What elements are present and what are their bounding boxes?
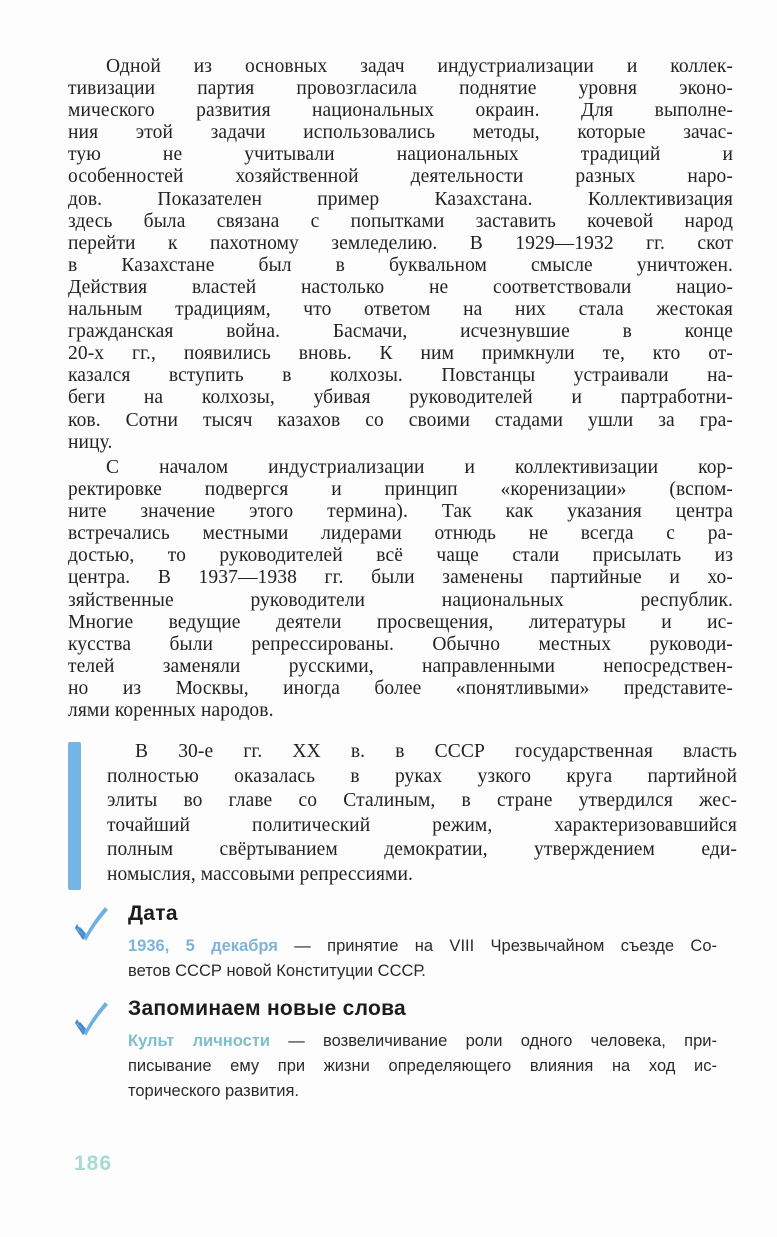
text-line: 20-х гг., появились вновь. К ним примкнули те, кто от- (68, 343, 733, 365)
text-line: особенностей хозяйственной деятельности разных наро- (68, 166, 733, 188)
text-line: ков. Сотни тысяч казахов со своими стадами ушли за гра- (68, 409, 733, 431)
text-line: ния этой задачи использовались методы, которые зачас- (68, 122, 733, 144)
text-line: полностью оказалась в руках узкого круга партийной (107, 765, 737, 787)
text-line: казался вступить в колхозы. Повстанцы устраивали на- (68, 365, 733, 387)
word-definition-line3: торического развития. (128, 1082, 299, 1100)
text-line: телей заменяли русскими, направленными непосредствен- (68, 655, 733, 677)
text-line: кусства были репрессированы. Обычно местных руководи- (68, 633, 733, 655)
text-line: ните значение этого термина). Так как указания центра (68, 501, 733, 523)
text-line: лями коренных народов. (68, 700, 274, 722)
text-line: тивизации партия провозгласила поднятие уровня эконо- (68, 78, 733, 100)
checkmark-icon (72, 998, 110, 1040)
word-definition-rest: — возвеличивание роли одного человека, при- (270, 1032, 717, 1050)
new-words-section (72, 996, 720, 1104)
text-line: достью, то руководителей всё чаще стали присылать из (68, 545, 733, 567)
text-line: зяйственные руководители национальных республик. (68, 589, 733, 611)
text-line: дов. Показателен пример Казахстана. Коллективизация (68, 188, 733, 210)
paragraph-korenizatsiya (68, 457, 733, 722)
text-line: точайший политический режим, характеризовавшийся (107, 814, 737, 836)
new-words-heading: Запоминаем новые слова (128, 997, 407, 1020)
text-line: встречались местными лидерами отнюдь не всегда с ра- (68, 523, 733, 545)
text-line: Многие ведущие деятели просвещения, литературы и ис- (68, 611, 733, 633)
date-definition-rest: — принятие на VIII Чрезвычайном съезде Со- (277, 937, 718, 955)
date-definition-line2: ветов СССР новой Конституции СССР. (128, 962, 426, 980)
word-term: Культ личности (128, 1032, 270, 1050)
text-line: гражданская война. Басмачи, исчезнувшие в конце (68, 321, 733, 343)
summary-block (68, 740, 740, 887)
text-line: С началом индустриализации и коллективизации кор- (106, 457, 733, 478)
text-line: но из Москвы, иногда более «понятливыми» представите- (68, 677, 733, 699)
text-line: центра. В 1937—1938 гг. были заменены партийные и хо- (68, 567, 733, 589)
page-number: 186 (74, 1152, 113, 1175)
text-line: Действия властей настолько не соответствовали нацио- (68, 276, 733, 298)
word-definition-line2: писывание ему при жизни определяющего влияния на ход ис- (128, 1057, 717, 1075)
text-line: элиты во главе со Сталиным, в стране утвердился жес- (107, 790, 737, 811)
text-line: нальным традициям, что ответом на них стала жестокая (68, 299, 733, 321)
text-line: тую не учитывали национальных традиций и (68, 144, 733, 166)
accent-bar (68, 742, 81, 890)
text-line: ректировке подвергся и принцип «коренизации» (вспом- (68, 479, 733, 501)
date-heading: Дата (128, 902, 178, 925)
text-line: в Казахстане был в буквальном смысле уничтожен. (68, 254, 733, 276)
text-line: номыслия, массовыми репрессиями. (107, 863, 413, 885)
summary-text (107, 740, 737, 887)
text-line: перейти к пахотному земледелию. В 1929—1932 гг. скот (68, 232, 733, 254)
text-line: здесь была связана с попытками заставить кочевой народ (68, 210, 733, 232)
text-line: полным свёртыванием демократии, утверждением еди- (107, 839, 737, 860)
date-definition-line1 (128, 934, 717, 959)
date-term: 1936, 5 декабря (128, 937, 278, 955)
text-line: беги на колхозы, убивая руководителей и партработни- (68, 387, 733, 409)
paragraph-industrialization (68, 56, 733, 454)
checkmark-icon (72, 903, 110, 945)
word-definition-line1 (128, 1029, 717, 1054)
text-line: мического развития национальных окраин. Для выполне- (68, 100, 733, 122)
text-line: Одной из основных задач индустриализации и коллек- (106, 56, 733, 77)
text-line: ницу. (68, 431, 113, 453)
text-line: В 30-е гг. XX в. в СССР государственная власть (135, 741, 737, 762)
date-section (72, 901, 720, 984)
